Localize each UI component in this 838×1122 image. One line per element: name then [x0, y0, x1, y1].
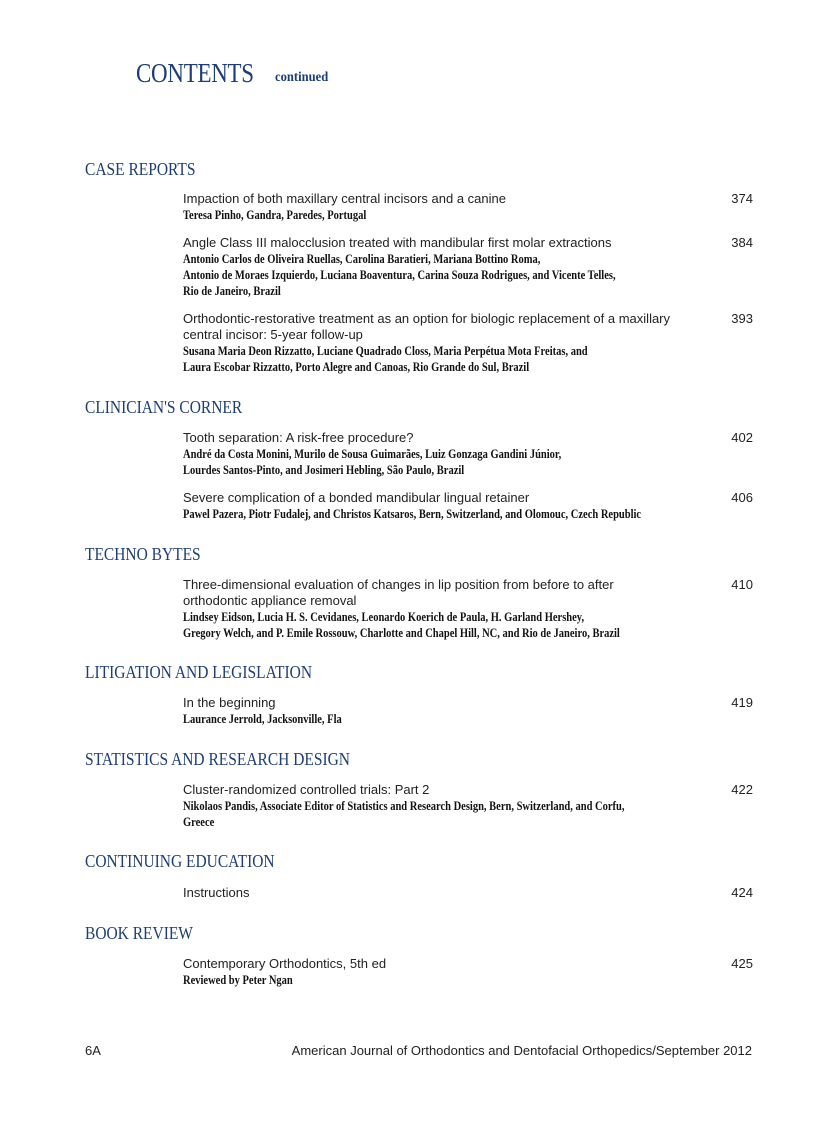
- entry-title-line[interactable]: Instructions: [183, 885, 250, 900]
- entry-page-number: 422: [731, 782, 753, 797]
- entry-title-line[interactable]: orthodontic appliance removal: [183, 593, 357, 608]
- section-heading: BOOK REVIEW: [85, 923, 193, 943]
- entry-authors-line: Teresa Pinho, Gandra, Paredes, Portugal: [183, 208, 367, 222]
- toc-entry[interactable]: [183, 430, 753, 478]
- entry-title-line[interactable]: Contemporary Orthodontics, 5th ed: [183, 956, 387, 971]
- section-heading: STATISTICS AND RESEARCH DESIGN: [85, 749, 350, 769]
- footer-journal: American Journal of Orthodontics and Dentofacial Orthopedics/September 2012: [291, 1043, 752, 1058]
- entry-title-line[interactable]: Severe complication of a bonded mandibular lingual retainer: [183, 490, 530, 505]
- entry-page-number: 393: [731, 311, 753, 326]
- entry-page-number: 419: [731, 695, 753, 710]
- section-heading: CLINICIAN'S CORNER: [85, 397, 243, 417]
- entry-authors-line: Antonio Carlos de Oliveira Ruellas, Carolina Baratieri, Mariana Bottino Roma,: [183, 252, 541, 266]
- entry-authors-line: Lourdes Santos-Pinto, and Josimeri Hebling, São Paulo, Brazil: [183, 463, 465, 477]
- toc-entry[interactable]: [183, 191, 753, 223]
- entry-title-line[interactable]: Impaction of both maxillary central incisors and a canine: [183, 191, 506, 206]
- entry-page-number: 406: [731, 490, 753, 505]
- toc-entry[interactable]: [183, 311, 753, 375]
- entry-authors-line: Lindsey Eidson, Lucia H. S. Cevidanes, Leonardo Koerich de Paula, H. Garland Hershey,: [183, 610, 585, 624]
- footer-page-label: 6A: [85, 1043, 101, 1058]
- entry-title-line[interactable]: In the beginning: [183, 695, 276, 710]
- entry-authors-line: Greece: [183, 815, 215, 829]
- page-title: [136, 58, 329, 89]
- entry-authors-line: Antonio de Moraes Izquierdo, Luciana Boaventura, Carina Souza Rodrigues, and Vicente Telles,: [183, 268, 616, 282]
- toc-entry[interactable]: [183, 782, 753, 830]
- section-heading: TECHNO BYTES: [85, 544, 201, 564]
- entry-page-number: 374: [731, 191, 753, 206]
- entry-authors-line: Susana Maria Deon Rizzatto, Luciane Quadrado Closs, Maria Perpétua Mota Freitas, and: [183, 344, 588, 358]
- entry-page-number: 425: [731, 956, 753, 971]
- toc-entry[interactable]: [183, 956, 753, 988]
- entry-title-line[interactable]: Three-dimensional evaluation of changes in lip position from before to after: [183, 577, 614, 592]
- entry-authors-line: Pawel Pazera, Piotr Fudalej, and Christos Katsaros, Bern, Switzerland, and Olomouc, Czech Republic: [183, 507, 642, 521]
- entry-title-line[interactable]: Orthodontic-restorative treatment as an option for biologic replacement of a maxillary: [183, 311, 671, 326]
- toc-entry[interactable]: [183, 695, 753, 727]
- toc-entry[interactable]: [183, 577, 753, 641]
- toc-entry[interactable]: [183, 235, 753, 299]
- continued-label: continued: [275, 70, 329, 85]
- entry-title-line[interactable]: central incisor: 5-year follow-up: [183, 327, 363, 342]
- entry-authors-line: Gregory Welch, and P. Emile Rossouw, Charlotte and Chapel Hill, NC, and Rio de Janeiro, Brazil: [183, 626, 620, 640]
- entry-authors-line: Rio de Janeiro, Brazil: [183, 284, 281, 298]
- toc-entry[interactable]: [183, 490, 753, 522]
- entry-authors-line: Laura Escobar Rizzatto, Porto Alegre and Canoas, Rio Grande do Sul, Brazil: [183, 360, 530, 374]
- entry-authors-line: Nikolaos Pandis, Associate Editor of Statistics and Research Design, Bern, Switzerland, and Corfu,: [183, 799, 625, 813]
- entry-page-number: 384: [731, 235, 753, 250]
- section-heading: CONTINUING EDUCATION: [85, 851, 275, 871]
- toc-entry[interactable]: [183, 885, 753, 901]
- entry-authors-line: Reviewed by Peter Ngan: [183, 973, 293, 987]
- entry-authors-line: André da Costa Monini, Murilo de Sousa Guimarães, Luiz Gonzaga Gandini Júnior,: [183, 447, 562, 461]
- entry-title-line[interactable]: Cluster-randomized controlled trials: Part 2: [183, 782, 430, 797]
- entry-title-line[interactable]: Tooth separation: A risk-free procedure?: [183, 430, 414, 445]
- section-heading: CASE REPORTS: [85, 159, 196, 179]
- entry-title-line[interactable]: Angle Class III malocclusion treated with mandibular first molar extractions: [183, 235, 612, 250]
- entry-authors-line: Laurance Jerrold, Jacksonville, Fla: [183, 712, 342, 726]
- section-heading: LITIGATION AND LEGISLATION: [85, 662, 312, 682]
- contents-heading: CONTENTS: [136, 58, 254, 88]
- entry-page-number: 424: [731, 885, 753, 900]
- entry-page-number: 410: [731, 577, 753, 592]
- entry-page-number: 402: [731, 430, 753, 445]
